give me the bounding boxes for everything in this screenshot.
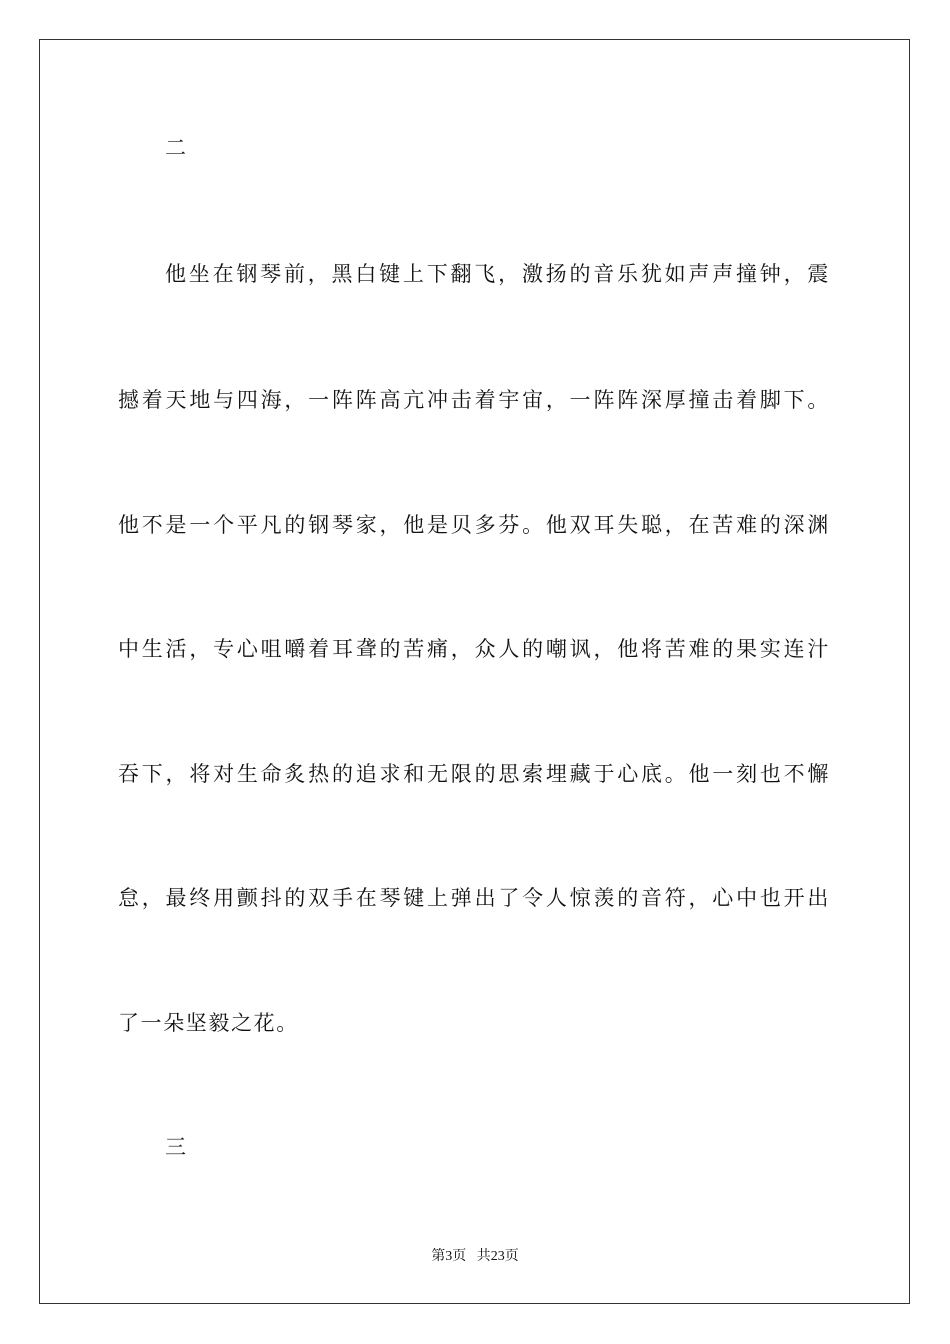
paragraph-line: 了一朵坚毅之花。 bbox=[118, 1011, 299, 1035]
page-frame bbox=[39, 39, 910, 1304]
paragraph-line: 怠，最终用颤抖的双手在琴键上弹出了令人惊羡的音符，心中也开出 bbox=[118, 886, 830, 910]
page-footer bbox=[0, 1248, 950, 1266]
paragraph-line: 他不是一个平凡的钢琴家，他是贝多芬。他双耳失聪，在苦难的深渊 bbox=[118, 513, 830, 537]
page-number: 第3页 bbox=[431, 1249, 467, 1264]
section-heading-two: 二 bbox=[165, 136, 188, 160]
page-total: 共23页 bbox=[476, 1249, 519, 1264]
paragraph-line: 吞下，将对生命炙热的追求和无限的思索埋藏于心底。他一刻也不懈 bbox=[118, 762, 830, 786]
section-heading-three: 三 bbox=[165, 1135, 188, 1159]
paragraph-line: 撼着天地与四海，一阵阵高亢冲击着宇宙，一阵阵深厚撞击着脚下。 bbox=[118, 388, 830, 412]
paragraph-line: 中生活，专心咀嚼着耳聋的苦痛，众人的嘲讽，他将苦难的果实连汁 bbox=[118, 637, 830, 661]
paragraph-line: 他坐在钢琴前，黑白键上下翻飞，激扬的音乐犹如声声撞钟，震 bbox=[165, 262, 830, 286]
